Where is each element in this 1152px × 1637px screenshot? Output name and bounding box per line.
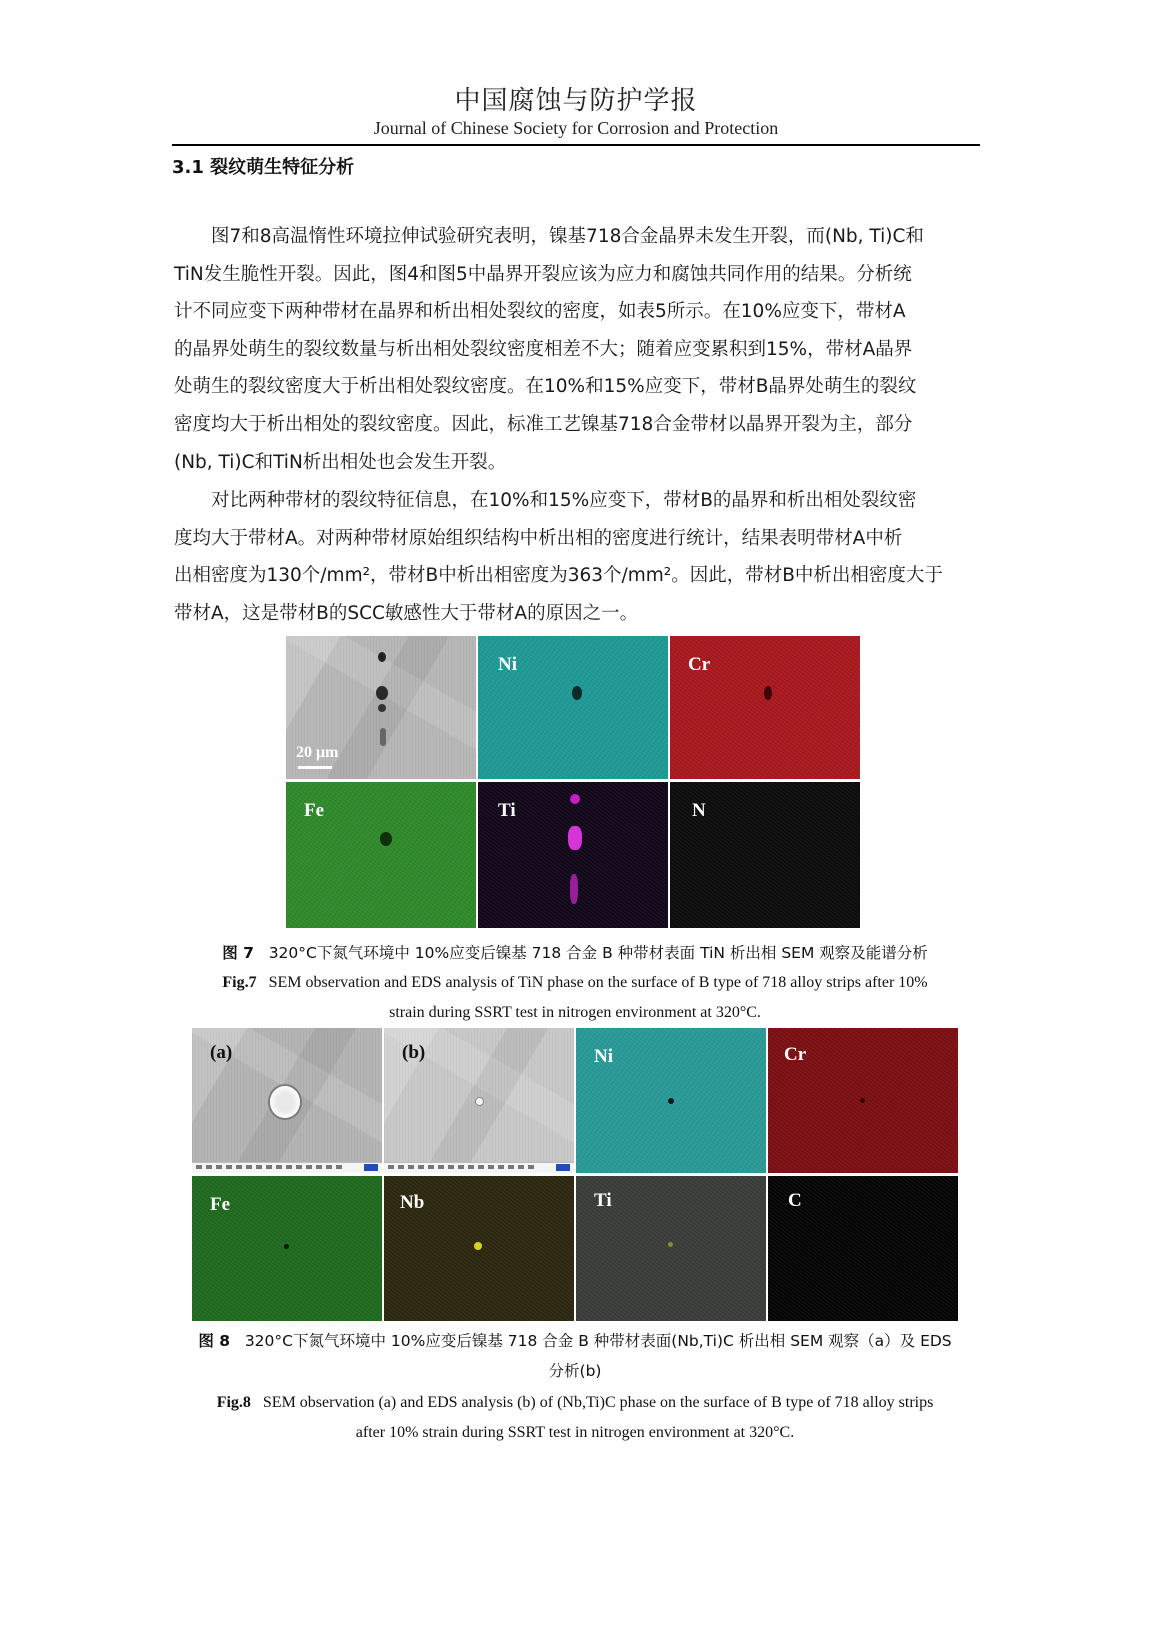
text-line: 计不同应变下两种带材在晶界和析出相处裂纹的密度，如表5所示。在10%应变下，带材A: [174, 301, 906, 323]
caption-text: strain during SSRT test in nitrogen environment at 320°C.: [389, 1004, 761, 1021]
fig7-sem-panel: [286, 636, 476, 779]
fig7-ti-map: [478, 782, 668, 928]
panel-label: Cr: [688, 654, 711, 675]
paragraph-1: [174, 218, 980, 481]
text-line: 处萌生的裂纹密度大于析出相处裂纹密度。在10%和15%应变下，带材B晶界处萌生的裂纹: [174, 376, 917, 398]
panel-label: Nb: [400, 1192, 425, 1213]
panel-label: Ti: [594, 1190, 612, 1211]
fig7-cr-map: [670, 636, 860, 779]
fig8-ti-map: [576, 1176, 766, 1321]
panel-label: N: [692, 800, 706, 821]
caption-text: after 10% strain during SSRT test in nitrogen environment at 320°C.: [355, 1424, 795, 1441]
panel-label: Ni: [498, 654, 517, 675]
fig8-ni-map: [576, 1028, 766, 1173]
text-line: (Nb, Ti)C和TiN析出相处也会发生开裂。: [174, 451, 507, 473]
caption-label: 图 8: [198, 1332, 231, 1350]
fig8-c-map: [768, 1176, 958, 1321]
panel-label: Fe: [304, 800, 325, 821]
text-line: 密度均大于析出相处的裂纹密度。因此，标准工艺镍基718合金带材以晶界开裂为主，部分: [174, 413, 913, 435]
fig7-fe-map: [286, 782, 476, 928]
caption-text: SEM observation (a) and EDS analysis (b) of (Nb,Ti)C phase on the surface of B type of 718 alloy strips: [262, 1394, 934, 1411]
caption-label: 图 7: [222, 944, 254, 962]
caption-text: 320°C下氮气环境中 10%应变后镍基 718 合金 B 种带材表面 TiN 析出相 SEM 观察及能谱分析: [268, 944, 928, 962]
panel-label: C: [788, 1190, 802, 1211]
fig8-fe-map: [192, 1176, 382, 1321]
text-line: 的晶界处萌生的裂纹数量与析出相处裂纹密度相差不大；随着应变累积到15%，带材A晶界: [174, 338, 913, 360]
caption-text: 320°C下氮气环境中 10%应变后镍基 718 合金 B 种带材表面(Nb,Ti)C 析出相 SEM 观察（a）及 EDS: [244, 1332, 952, 1350]
panel-label: (a): [210, 1042, 233, 1063]
text-line: TiN发生脆性开裂。因此，图4和图5中晶界开裂应该为应力和腐蚀共同作用的结果。分析统: [174, 263, 912, 285]
text-line: 度均大于带材A。对两种带材原始组织结构中析出相的密度进行统计，结果表明带材A中析: [174, 527, 903, 549]
panel-label: Fe: [210, 1194, 231, 1215]
fig8-nb-map: [384, 1176, 574, 1321]
caption-text: 分析(b): [548, 1362, 602, 1380]
text-line: 对比两种带材的裂纹特征信息，在10%和15%应变下，带材B的晶界和析出相处裂纹密: [211, 490, 917, 511]
scale-bar: [298, 766, 332, 769]
panel-label: (b): [402, 1042, 426, 1063]
panel-label: Cr: [784, 1044, 807, 1065]
fig8-cr-map: [768, 1028, 958, 1173]
text-line: 带材A，这是带材B的SCC敏感性大于带材A的原因之一。: [174, 602, 639, 624]
section-heading: 3.1 裂纹萌生特征分析: [172, 157, 355, 178]
fig7-ni-map: [478, 636, 668, 779]
fig8-caption-en: [150, 1388, 1000, 1448]
header-rule: [172, 144, 980, 146]
panel-label: Ti: [498, 800, 516, 821]
fig7-caption-cn: [150, 938, 1000, 968]
fig8-sem-panel-a: [192, 1028, 382, 1173]
journal-title-cn: 中国腐蚀与防护学报: [454, 86, 698, 116]
figure-8: [192, 1028, 960, 1323]
fig7-caption-en: [150, 968, 1000, 1028]
text-line: 出相密度为130个/mm²，带材B中析出相密度为363个/mm²。因此，带材B中析出相密度大于: [174, 565, 943, 587]
text-line: 图7和8高温惰性环境拉伸试验研究表明，镍基718合金晶界未发生开裂，而(Nb, Ti)C和: [211, 226, 924, 247]
caption-text: SEM observation and EDS analysis of TiN phase on the surface of B type of 718 alloy strips after 10%: [268, 974, 928, 991]
caption-label: Fig.7: [222, 974, 257, 991]
journal-title-en: Journal of Chinese Society for Corrosion and Protection: [373, 118, 779, 138]
figure-7: [286, 636, 862, 932]
scale-bar-label: 20 μm: [296, 744, 339, 761]
caption-label: Fig.8: [216, 1394, 251, 1411]
fig8-sem-panel-b: [384, 1028, 574, 1173]
paragraph-2: [174, 482, 980, 632]
fig7-n-map: [670, 782, 860, 928]
panel-label: Ni: [594, 1046, 613, 1067]
fig8-caption-cn: [150, 1326, 1000, 1386]
